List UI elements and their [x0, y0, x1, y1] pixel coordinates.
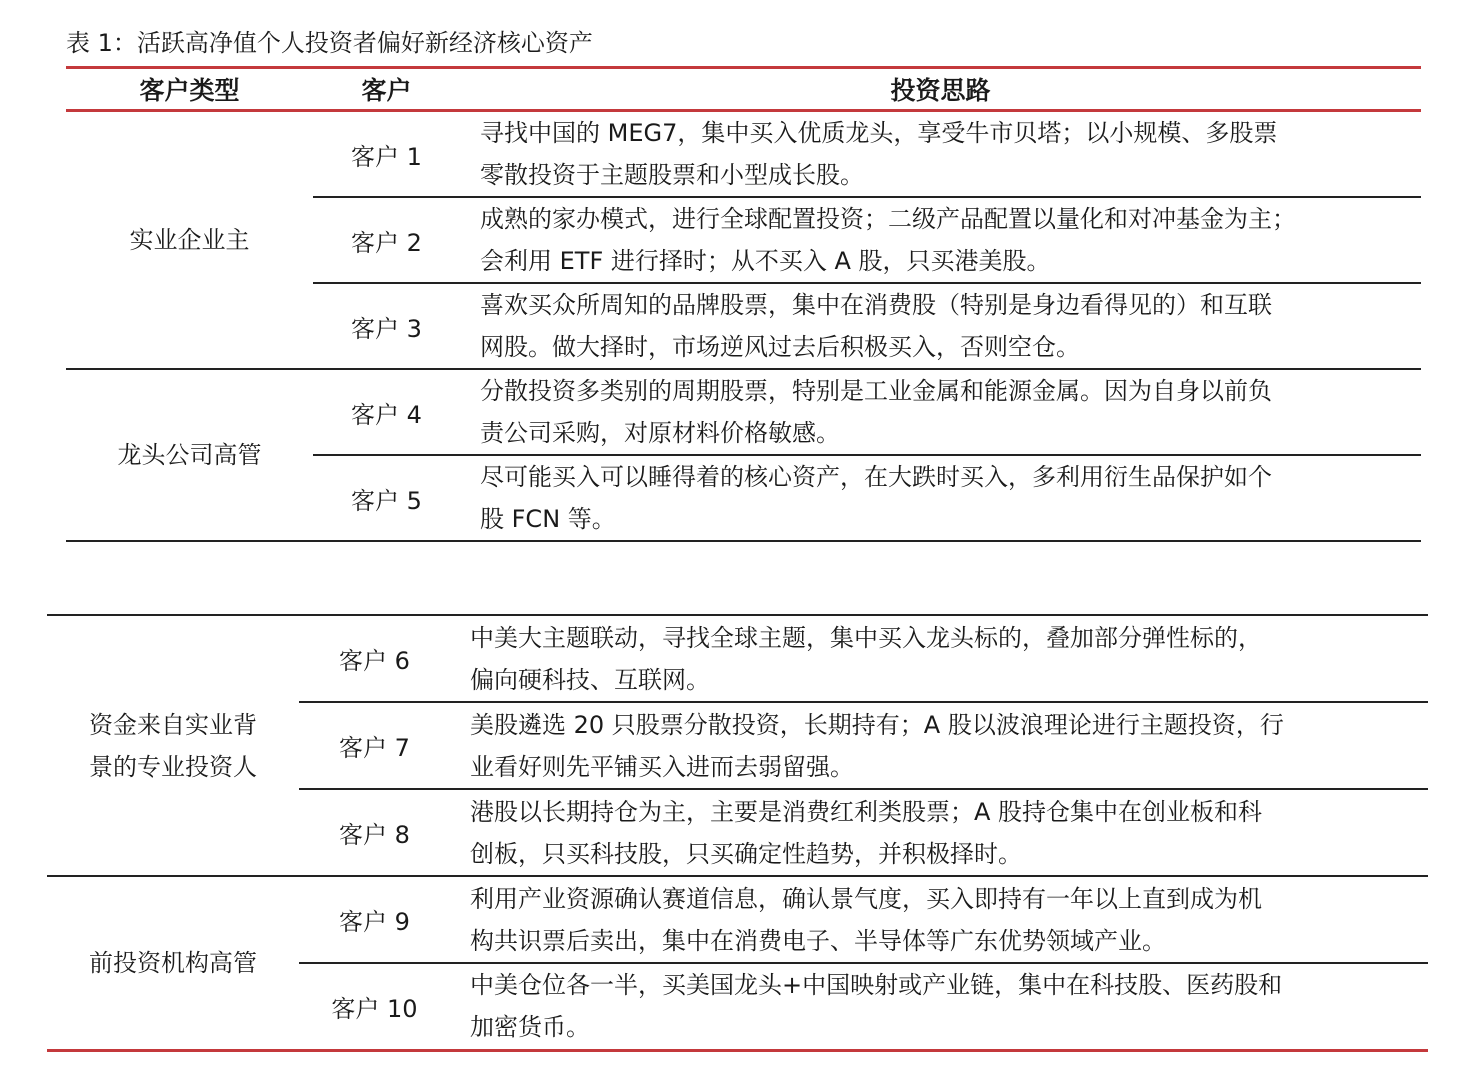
client-name: 客户 7: [299, 702, 450, 789]
client-name: 客户 1: [313, 111, 460, 198]
header-strategy: 投资思路: [460, 68, 1421, 111]
table-row: [47, 615, 1428, 702]
strategy-cell: 尽可能买入可以睡得着的核心资产，在大跌时买入，多利用衍生品保护如个 股 FCN 等。: [460, 455, 1421, 541]
investor-table-1: [66, 66, 1421, 542]
client-name: 客户 6: [299, 615, 450, 702]
client-name: 客户 3: [313, 283, 460, 369]
table-caption: 表 1：活跃高净值个人投资者偏好新经济核心资产: [66, 29, 593, 57]
client-type-cell: 实业企业主: [66, 111, 313, 370]
header-row: [66, 68, 1421, 111]
strategy-cell: 利用产业资源确认赛道信息，确认景气度，买入即持有一年以上直到成为机 构共识票后卖出，集中在消费电子、半导体等广东优势领域产业。: [450, 876, 1428, 963]
strategy-cell: 中美大主题联动，寻找全球主题，集中买入龙头标的，叠加部分弹性标的， 偏向硬科技、互联网。: [450, 615, 1428, 702]
investor-table-2: [47, 614, 1428, 1052]
strategy-cell: 寻找中国的 MEG7，集中买入优质龙头，享受牛市贝塔；以小规模、多股票 零散投资于主题股票和小型成长股。: [460, 111, 1421, 198]
client-name: 客户 10: [299, 963, 450, 1050]
table-row: [47, 876, 1428, 963]
strategy-cell: 中美仓位各一半，买美国龙头+中国映射或产业链，集中在科技股、医药股和 加密货币。: [450, 963, 1428, 1050]
header-client-type: 客户类型: [66, 68, 313, 111]
client-type-cell: 资金来自实业背 景的专业投资人: [47, 615, 299, 876]
strategy-cell: 美股遴选 20 只股票分散投资，长期持有；A 股以波浪理论进行主题投资，行 业看好则先平铺买入进而去弱留强。: [450, 702, 1428, 789]
client-name: 客户 2: [313, 197, 460, 283]
strategy-cell: 喜欢买众所周知的品牌股票，集中在消费股（特别是身边看得见的）和互联 网股。做大择时，市场逆风过去后积极买入，否则空仓。: [460, 283, 1421, 369]
client-name: 客户 8: [299, 789, 450, 876]
client-name: 客户 5: [313, 455, 460, 541]
strategy-cell: 成熟的家办模式，进行全球配置投资；二级产品配置以量化和对冲基金为主； 会利用 ETF 进行择时；从不买入 A 股，只买港美股。: [460, 197, 1421, 283]
client-type-cell: 前投资机构高管: [47, 876, 299, 1050]
table-row: [66, 111, 1421, 198]
client-name: 客户 4: [313, 369, 460, 455]
client-name: 客户 9: [299, 876, 450, 963]
header-client: 客户: [313, 68, 460, 111]
table-row: [66, 369, 1421, 455]
strategy-cell: 港股以长期持仓为主，主要是消费红利类股票；A 股持仓集中在创业板和科 创板，只买科技股，只买确定性趋势，并积极择时。: [450, 789, 1428, 876]
strategy-cell: 分散投资多类别的周期股票，特别是工业金属和能源金属。因为自身以前负 责公司采购，对原材料价格敏感。: [460, 369, 1421, 455]
client-type-cell: 龙头公司高管: [66, 369, 313, 541]
